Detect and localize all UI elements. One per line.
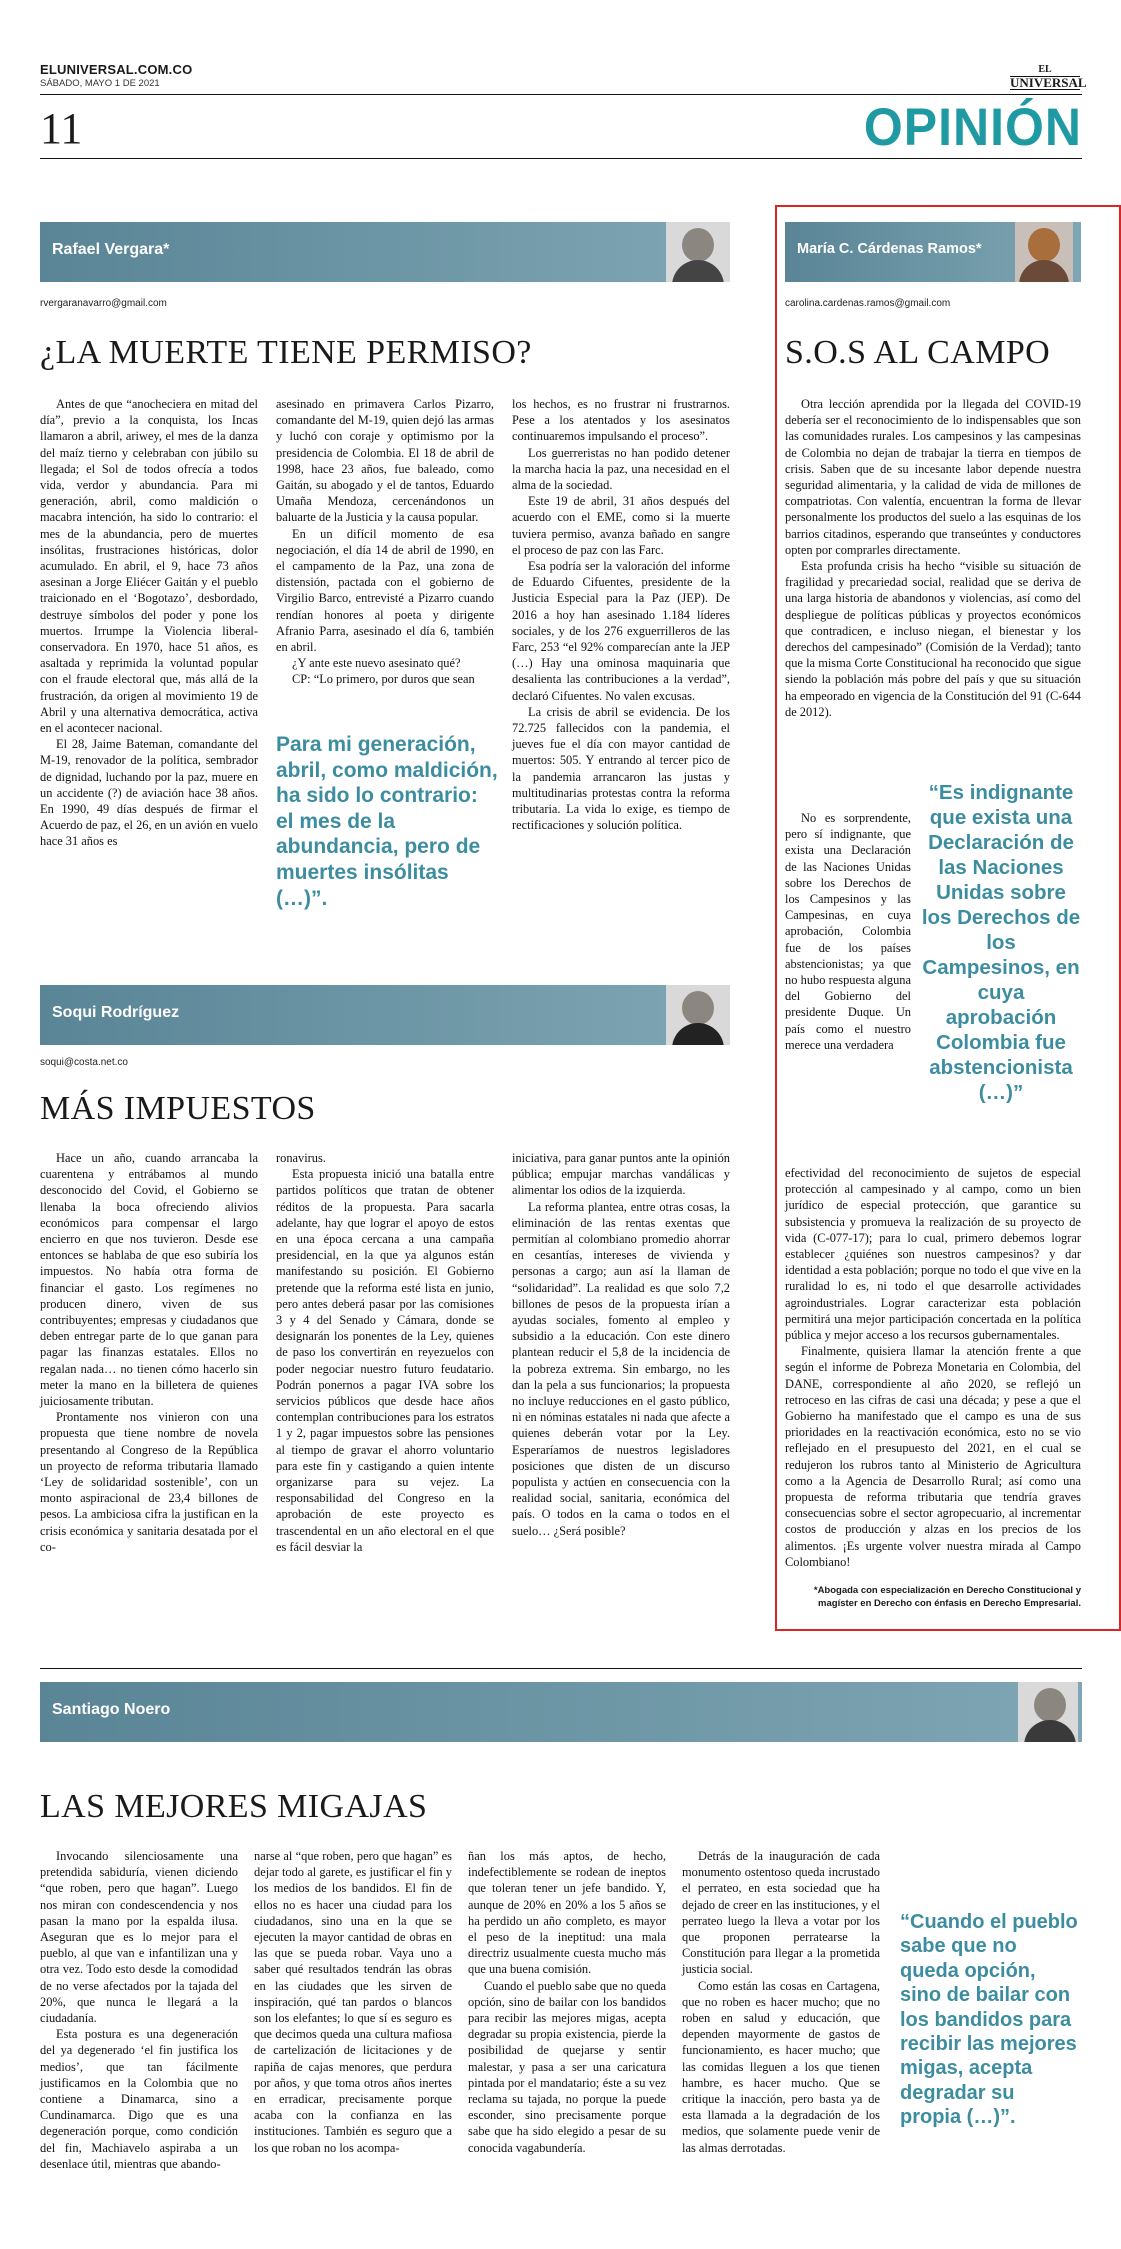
- article-text-narrow: [785, 810, 911, 1053]
- paragraph: CP: “Lo primero, por duros que sean: [292, 672, 475, 687]
- paragraph: efectividad del reconocimiento de sujetos de especial protección al campesinado y al campo, como un bien jurídico de especial protección, que garantice su subsistencia y promueva la realización de su proyecto de vida (C-077-17); para lo cual, primero debemos lograr establecer ¿quiénes son nuestros campesinos? y dar identidad a esta población; porque no todo el que vive en la ruralidad lo es, ni todo el que desarrolle actividades agroindustriales. Lograr caracterizar esta población permitirá una mejor participación concertada en la política pública y mejor acceso a los recursos gubernamentales.: [785, 1166, 1081, 1343]
- section-title: OPINIÓN: [863, 97, 1082, 157]
- article-title: MÁS IMPUESTOS: [40, 1090, 316, 1127]
- section-rule: [40, 158, 1082, 159]
- paragraph: Prontamente nos vinieron con una propuesta que tiene nombre de novela presentando al Congreso de la República un proyecto de reforma tributaria llamado ‘Ley de solidaridad sostenible’, con un monto aspiracional de 23,4 billones de pesos. La ambiciosa cifra la justifican en la crisis económica y sanitaria desatada por el co-: [40, 1410, 258, 1554]
- paragraph: Antes de que “anocheciera en mitad del día”, previo a la conquista, los Incas llamaron a abril, ariwey, el mes de la danza del maíz tierno y celebraban con júbilo su llegada; el Sol de todos ofrecía a todos vida, verdor y abundancia. Para mi generación, abril, como maldición o macabra intención, ha sido lo contrario: el mes de la abundancia, pero de muertes insólitas, frustraciones históricas, dolor acumulado. En abril, el 9, hace 73 años asesinan a Jorge Eliécer Gaitán y el pueblo traicionado en el ‘Bogotazo’, desbordado, destruye símbolos del poder y pone los muertos. Irrumpe la Violencia liberal-conservadora. En 1970, hace 51 años, es asaltada y reprimida la voluntad popular con el fraude electoral que, más allá de la frustración, da origen al movimiento 19 de Abril y una alternativa democrática, activa en el acontecer nacional.: [40, 397, 258, 736]
- paragraph: La reforma plantea, entre otras cosas, la eliminación de las rentas exentas que permitían al colombiano promedio ahorrar en cesantías, intereses de vivienda y personas a cargo; aun así la llaman de “solidaridad”. La realidad es que solo 7,2 billones de pesos de la propuesta irían a ayudas sociales, fomento al empleo y subsidio a la educación. Con este dinero plantean reducir el 5,8 de la incidencia de la pobreza extrema. Sin embargo, no les dan la pela a sus funcionarios; la propuesta no incluye reducciones en el gasto público, ni en nóminas estatales ni nada que afecte a quienes deberán votar por la Ley. Esperaríamos de nuestros legisladores posiciones que disten de un discurso populista y actúen en consecuencia con la realidad social, sanitaria, económica del país. O todos en la cama o todos en el suelo… ¿Será posible?: [512, 1199, 730, 1538]
- paragraph: Hace un año, cuando arrancaba la cuarentena y entrábamos al mundo desconocido del Covid, el Gobierno se llenaba la boca ofreciendo alivios económicos para compensar el largo encierro en que nos tuvieron. Desde ese entonces se hablaba de que eso subiría los impuestos. No había otra forma de financiar el gasto. Los regímenes no producen dinero, viven de sus contribuyentes; empresas y ciudadanos que deben entregar parte de lo que ganan para pagar las finanzas estatales. Ellos no regalan nada… no tienen cómo hacerlo sin meter la mano en la billetera de quienes juiciosamente tributan.: [40, 1151, 258, 1409]
- paragraph: ñan los más aptos, de hecho, indefectiblemente se rodean de ineptos que toleran tener un jefe bandido. Y, aunque de 20% en 20% a los 5 años se ha perdido un año completo, es mayor el peso de la ineptitud: una mala directriz usualmente cuesta mucho más que una buena comisión.: [468, 1849, 666, 1977]
- author-signature: *Abogada con especialización en Derecho Constitucional y magíster en Derecho con énfasis en Derecho Empresarial.: [813, 1585, 1081, 1609]
- author-email: rvergaranavarro@gmail.com: [40, 298, 167, 309]
- header-rule: [40, 94, 1082, 95]
- issue-date: SÁBADO, MAYO 1 DE 2021: [40, 78, 160, 89]
- divider: [40, 1668, 1082, 1669]
- paragraph: Invocando silenciosamente una pretendida sabiduría, vienen diciendo “que roben, pero que hagan”. Luego nos miran con condescendencia y nos pasan la mano por la espalda ilusa. Aseguran que es lo mejor para el pueblo, al que van e infantilizan una y otra vez. Todo esto desde la comodidad de no verse afectados por la tajada del 20%, que nunca le llegará a la ciudadanía.: [40, 1849, 238, 2026]
- article-column-3: [468, 1848, 666, 2156]
- paragraph: Esa podría ser la valoración del informe de Eduardo Cifuentes, presidente de la Justicia Especial para la Paz (JEP). De 2016 a hoy han asesinado 1.184 líderes sociales, y de los 276 exguerrilleros de las Farc, 253 “el 92% comparecían ante la JEP (…) Hay una ominosa maquinaria que desalienta las contribuciones a la verdad”, declaró Cifuentes. No valen excusas.: [512, 559, 730, 703]
- article-title: LAS MEJORES MIGAJAS: [40, 1788, 428, 1825]
- paragraph: No es sorprendente, pero sí indignante, que exista una Declaración de las Naciones Unidas sobre los Derechos de los Campesinos y las Campesinas, en cuya aprobación, Colombia fue de los países abstencionistas; ya que no hubo respuesta alguna del Gobierno del presidente Duque. Un país como el nuestro merece una verdadera: [785, 811, 911, 1052]
- site-name: ELUNIVERSAL.COM.CO: [40, 62, 193, 77]
- author-name: María C. Cárdenas Ramos*: [797, 241, 982, 257]
- paragraph: iniciativa, para ganar puntos ante la opinión pública; empujar marchas vandálicas y alimentar los odios de la izquierda.: [512, 1151, 730, 1198]
- author-photo: [666, 222, 730, 282]
- author-bar-cardenas: [785, 222, 1081, 282]
- paragraph: Este 19 de abril, 31 años después del acuerdo con el EME, como si la muerte tuviera permiso, avanza bañado en sangre el proceso de paz con las Farc.: [512, 494, 730, 557]
- paragraph: asesinado en primavera Carlos Pizarro, comandante del M-19, quien dejó las armas y luchó con coraje y optimismo por la presidencia de Colombia. El 18 de abril de 1998, hace 23 años, fue baleado, como Gaitán, su abogado y el de tantos, Eduardo Umaña Mendoza, cercenándonos un baluarte de la Justicia y la causa popular.: [276, 397, 494, 525]
- article-column-2: [276, 1150, 494, 1555]
- paragraph: Otra lección aprendida por la llegada del COVID-19 debería ser el reconocimiento de lo indispensables que son las comunidades rurales. Los campesinos y las campesinas de Colombia no dejan de trabajar la tierra en tiempos de crisis. Saben que de su incesante labor depende nuestra seguridad alimentaria, y la calidad de vida de millones de compatriotas. Con valentía, encuentran la forma de llevar personalmente los productos del suelo a las esquinas de los barrios citadinos, esperando que transeúntes y conductores opten por comprarles directamente.: [785, 397, 1081, 557]
- author-email: carolina.cardenas.ramos@gmail.com: [785, 298, 951, 309]
- article-title: S.O.S AL CAMPO: [785, 334, 1051, 371]
- author-photo: [1015, 222, 1073, 282]
- author-name: Santiago Noero: [52, 1701, 171, 1718]
- paragraph: Como están las cosas en Cartagena, que no roben es hacer mucho; que no roben en salud y educación, que dependen mayormente de gastos de funcionamiento, es hacer mucho; que las comidas lleguen a los que tienen hambre, es hacer mucho. Que se critique la inacción, pero basta ya de esta llamada a la degradación de los medios, que solamente puede venir de las almas derrotadas.: [682, 1978, 880, 2155]
- article-column-2: [254, 1848, 452, 2156]
- pull-quote: “Es indignante que exista una Declaración de las Naciones Unidas sobre los Derechos de los Campesinos, en cuya aprobación Colombia fue abstencionista (…)”: [921, 781, 1081, 1104]
- paragraph: los hechos, es no frustrar ni frustrarnos. Pese a los atentados y los asesinatos continuaremos impulsando el proceso”.: [512, 397, 730, 444]
- paragraph: narse al “que roben, pero que hagan” es dejar todo al garete, es justificar el fin y los medios de los bandidos. El fin de ellos no es hacer una ciudad para los ciudadanos, sino una en la que se ejecuten la mayor cantidad de obras en las que se pueda robar. Vaya uno a saber qué resultados tendrán las obras en las ciudades que les sirven de inspiración, qué tan pardos o blancos son los elefantes; lo que sí es seguro es que decimos queda una cultura mafiosa de cartelización de licitaciones y de rapiña de cajas menores, que perdura por años, y que toma otros años inertes en erradicar, precisamente porque acaba con la confianza en las instituciones. También es seguro que a los que roban no los acompa-: [254, 1849, 452, 2155]
- article-column-3: [512, 1150, 730, 1539]
- paragraph: ronavirus.: [276, 1151, 326, 1165]
- paragraph: El 28, Jaime Bateman, comandante del M-19, renovador de la política, sembrador de dignidad, luchando por la paz, muere en un accidente (?) de aviación hace 38 años. En 1990, 49 días después de firmar el Acuerdo de paz, el 26, en un avión en vuelo hace 31 años es: [40, 737, 258, 849]
- article-column-4: [682, 1848, 880, 2156]
- article-title: ¿LA MUERTE TIENE PERMISO?: [40, 334, 532, 371]
- paragraph: Esta propuesta inició una batalla entre partidos políticos que tratan de obtener réditos de la propuesta. Para sacarla adelante, hay que lograr el apoyo de estos en una época cercana a una campaña presidencial, en la que ya algunos están manifestando su posición. El Gobierno pretende que la reforma esté lista en junio, pero antes deberá pasar por las comisiones 3 y 4 del Senado y Cámara, donde se designarán los ponentes de la Ley, quienes de paso los convertirán en reyezuelos con poder negociar nuestro futuro feudatario. Podrán ponernos a pagar IVA sobre los servicios públicos que desde hace años contemplan contribuciones para los estratos 1 y 2, pagar impuestos sobre las pensiones al tiempo de gravar el ahorro voluntario para este fin y castigando a quien intente organizarse para su vejez. La responsabilidad del Congreso en la aprobación de este proyecto es trascendental en un año electoral en el que es fácil desviar la: [276, 1167, 494, 1554]
- paragraph: Finalmente, quisiera llamar la atención frente a que según el informe de Pobreza Monetaria en Colombia, del DANE, correspondiente al año 2020, se reflejó un retroceso en las cifras de casi una década; y pese a que el Gobierno ha manifestado que el campo es una de sus prioridades en la reactivación económica, esto no se vio reflejado en el presupuesto del 2021, en el cual se redujeron los rubros tanto al Ministerio de Agricultura como a la Agencia de Desarrollo Rural; así como una propuesta de reforma tributaria que tendría graves consecuencias sobre el sector agropecuario, al incrementar costos de producción y alzas en los precios de los alimentos. ¡Es urgente volver nuestra mirada al Campo Colombiano!: [785, 1344, 1081, 1569]
- article-column-2: [276, 396, 494, 688]
- paragraph: En un difícil momento de esa negociación, el día 14 de abril de 1990, en el campamento de la Paz, una zona de distensión, pactada con el gobierno de Virgilio Barco, entrevisté a Pizarro cuando rendían honores al poeta y dirigente Afranio Parra, asesinado el día 6, también en abril.: [276, 526, 494, 655]
- article-column-1: [40, 396, 258, 850]
- author-bar-vergara: [40, 222, 730, 282]
- pull-quote: Para mi generación, abril, como maldición, ha sido lo contrario: el mes de la abundancia, pero de muertes insólitas (…)”.: [276, 733, 498, 910]
- paragraph: Detrás de la inauguración de cada monumento ostentoso queda incrustado el perrateo, en esta sociedad que ha dejado de creer en las instituciones, y el perrateo luego la lleva a votar por los que proponen perratearse la Constitución para llegar a la prometida justicia social.: [682, 1849, 880, 1977]
- author-email: soqui@costa.net.co: [40, 1057, 128, 1068]
- paragraph: Esta profunda crisis ha hecho “visible su situación de fragilidad y precariedad social, realidad que se deriva de una larga historia de abandonos y violencias, así como del despliegue de políticas públicas y proyectos económicos que contradicen, e incluso niegan, el bienestar y los derechos del campesinado” (Comisión de la Verdad); tanto que la misma Corte Constitucional ha reconocido que sigue siendo la población más pobre del país y que su situación ha empeorado en vigencia de la Constitución del 91 (C-644 de 2012).: [785, 559, 1081, 719]
- article-column-1: [40, 1150, 258, 1555]
- author-photo: [666, 985, 730, 1045]
- author-bar-rodriguez: [40, 985, 730, 1045]
- author-name: Rafael Vergara*: [52, 241, 170, 258]
- page-number: 11: [40, 104, 83, 153]
- paragraph: ¿Y ante este nuevo asesinato qué?: [292, 656, 461, 671]
- author-name: Soqui Rodríguez: [52, 1004, 180, 1021]
- paragraph: Cuando el pueblo sabe que no queda opción, sino de bailar con los bandidos para recibir las mejores migas, acepta degradar su propia existencia, pierde la posibilidad de quejarse y sentir malestar, y pasa a ser una caricatura pintada por el mandatario; éste a su vez reclama su tajada, no porque la puede esconder, sino precisamente porque sabe que ha sido elegido a pesar de su conocida vagabundería.: [468, 1978, 666, 2155]
- author-photo: [1018, 1682, 1078, 1742]
- brand-logo: EL UNIVERSAL: [1010, 64, 1087, 90]
- paragraph: Esta postura es una degeneración del ya degenerado ‘el fin justifica los medios’, que tan fácilmente justificamos en la Colombia que no contiene a Dinamarca, sino a Cundinamarca. Digo que es una degeneración porque, como condición del fin, Machiavelo aspiraba a un desenlace útil, mientras que abando-: [40, 2027, 238, 2171]
- article-text-top: [785, 396, 1081, 720]
- article-column-3: [512, 396, 730, 833]
- paragraph: Los guerreristas no han podido detener la marcha hacia la paz, una necesidad en el alma de la sociedad.: [512, 445, 730, 493]
- article-column-1: [40, 1848, 238, 2172]
- pull-quote: “Cuando el pueblo sabe que no queda opción, sino de bailar con los bandidos para recibir las mejores migas, acepta degradar su propia (…)”.: [900, 1911, 1078, 2129]
- author-bar-noero: [40, 1682, 1082, 1742]
- paragraph: La crisis de abril se evidencia. De los 72.725 fallecidos con la pandemia, el jueves fue el día con mayor cantidad de muertos: 505. Y entrando al tercer pico de la pandemia arrancaron las justas y multitudinarias protestas contra la reforma tributaria. La vida lo exige, es tiempo de rectificaciones y solución política.: [512, 704, 730, 833]
- article-text-bottom: [785, 1165, 1081, 1570]
